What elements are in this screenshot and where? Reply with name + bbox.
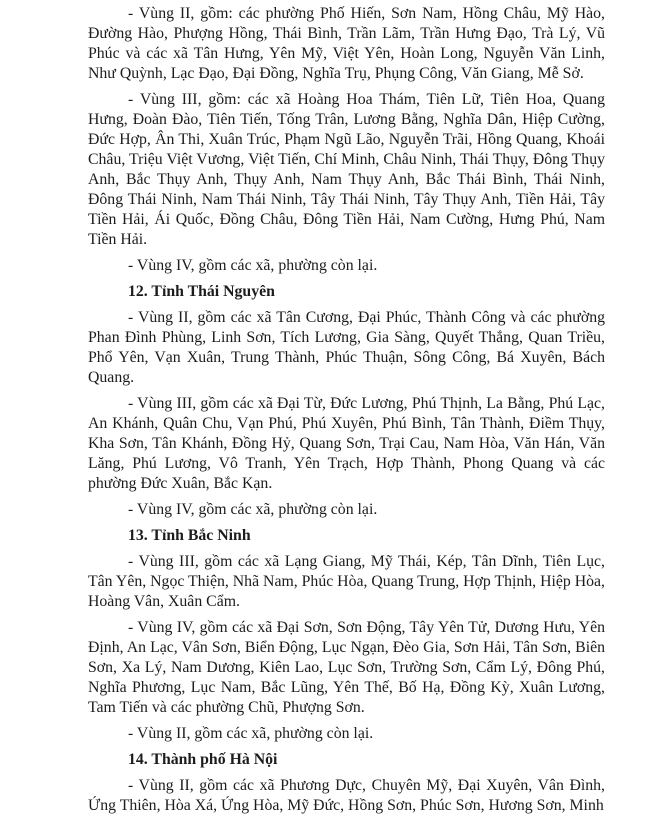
paragraph-vung-iv-remainder: - Vùng IV, gồm các xã, phường còn lại. — [128, 257, 378, 274]
heading-tinh-thai-nguyen: 12. Tỉnh Thái Nguyên — [128, 283, 275, 300]
heading-tinh-bac-ninh: 13. Tỉnh Bắc Ninh — [128, 527, 251, 544]
paragraph-thai-nguyen-vung-iii: - Vùng III, gồm các xã Đại Từ, Đức Lương, Phú Thịnh, La Bằng, Phú Lạc, An Khánh, Quân Chu, Vạn Phú, Phú Xuyên, Phú Bình, Tân Thành, Điềm Thụy, Kha Sơn, Tân Khánh, Đồng Hỷ, Quang Sơn, Trại Cau, Nam Hòa, Văn Hán, Văn Lăng, Phú Lương, Vô Tranh, Yên Trạch, Hợp Thành, Phong Quang và các phường Đức Xuân, Bắc Kạn. — [88, 395, 605, 492]
paragraph-thai-nguyen-vung-ii: - Vùng II, gồm các xã Tân Cương, Đại Phúc, Thành Công và các phường Phan Đình Phùng, Linh Sơn, Tích Lương, Gia Sàng, Quyết Thắng, Quan Triều, Phổ Yên, Vạn Xuân, Trung Thành, Phúc Thuận, Sông Công, Bá Xuyên, Bách Quang. — [88, 309, 605, 386]
paragraph-vung-ii-wards-list: - Vùng II, gồm: các phường Phố Hiến, Sơn Nam, Hồng Châu, Mỹ Hào, Đường Hào, Phượng Hồng, Thái Bình, Trần Lãm, Trần Hưng Đạo, Trà Lý, Vũ Phúc và các xã Tân Hưng, Yên Mỹ, Việt Yên, Hoàn Long, Nguyễn Văn Linh, Như Quỳnh, Lạc Đạo, Đại Đồng, Nghĩa Trụ, Phụng Công, Văn Giang, Mễ Sở. — [88, 5, 605, 82]
paragraph-vung-iii-communes-list: - Vùng III, gồm: các xã Hoàng Hoa Thám, Tiên Lữ, Tiên Hoa, Quang Hưng, Đoàn Đào, Tiên Tiến, Tống Trân, Lương Bằng, Nghĩa Dân, Hiệp Cường, Đức Hợp, Ân Thi, Xuân Trúc, Phạm Ngũ Lão, Nguyễn Trãi, Hồng Quang, Khoái Châu, Triệu Việt Vương, Việt Tiến, Chí Minh, Châu Ninh, Thái Thụy, Đông Thụy Anh, Bắc Thụy Anh, Thụy Anh, Nam Thụy Anh, Bắc Thái Bình, Thái Ninh, Đông Thái Ninh, Nam Thái Ninh, Tây Thái Ninh, Tây Thụy Anh, Tiền Hải, Tây Tiền Hải, Ái Quốc, Đồng Châu, Đông Tiền Hải, Nam Cường, Hưng Phú, Nam Tiền Hải. — [88, 91, 605, 248]
paragraph-ha-noi-vung-ii: - Vùng II, gồm các xã Phương Dực, Chuyên Mỹ, Đại Xuyên, Vân Đình, Ứng Thiên, Hòa Xá, Ứng Hòa, Mỹ Đức, Hồng Sơn, Phúc Sơn, Hương Sơn, Minh — [88, 777, 605, 814]
paragraph-bac-ninh-vung-iv: - Vùng IV, gồm các xã Đại Sơn, Sơn Động, Tây Yên Tử, Dương Hưu, Yên Định, An Lạc, Vân Sơn, Biển Động, Lục Ngạn, Đèo Gia, Sơn Hải, Tân Sơn, Biên Sơn, Xa Lý, Nam Dương, Kiên Lao, Lục Sơn, Trường Sơn, Cẩm Lý, Đông Phú, Nghĩa Phương, Lục Nam, Bắc Lũng, Yên Thế, Bố Hạ, Đồng Kỳ, Xuân Lương, Tam Tiến và các phường Chũ, Phượng Sơn. — [88, 619, 605, 716]
paragraph-bac-ninh-vung-iii: - Vùng III, gồm các xã Lạng Giang, Mỹ Thái, Kép, Tân Dĩnh, Tiên Lục, Tân Yên, Ngọc Thiện, Nhã Nam, Phúc Hòa, Quang Trung, Hợp Thịnh, Hiệp Hòa, Hoàng Vân, Xuân Cẩm. — [88, 553, 606, 610]
paragraph-bac-ninh-vung-ii-remainder: - Vùng II, gồm các xã, phường còn lại. — [128, 725, 374, 742]
heading-thanh-pho-ha-noi: 14. Thành phố Hà Nội — [128, 751, 278, 768]
paragraph-thai-nguyen-vung-iv-remainder: - Vùng IV, gồm các xã, phường còn lại. — [128, 501, 378, 518]
